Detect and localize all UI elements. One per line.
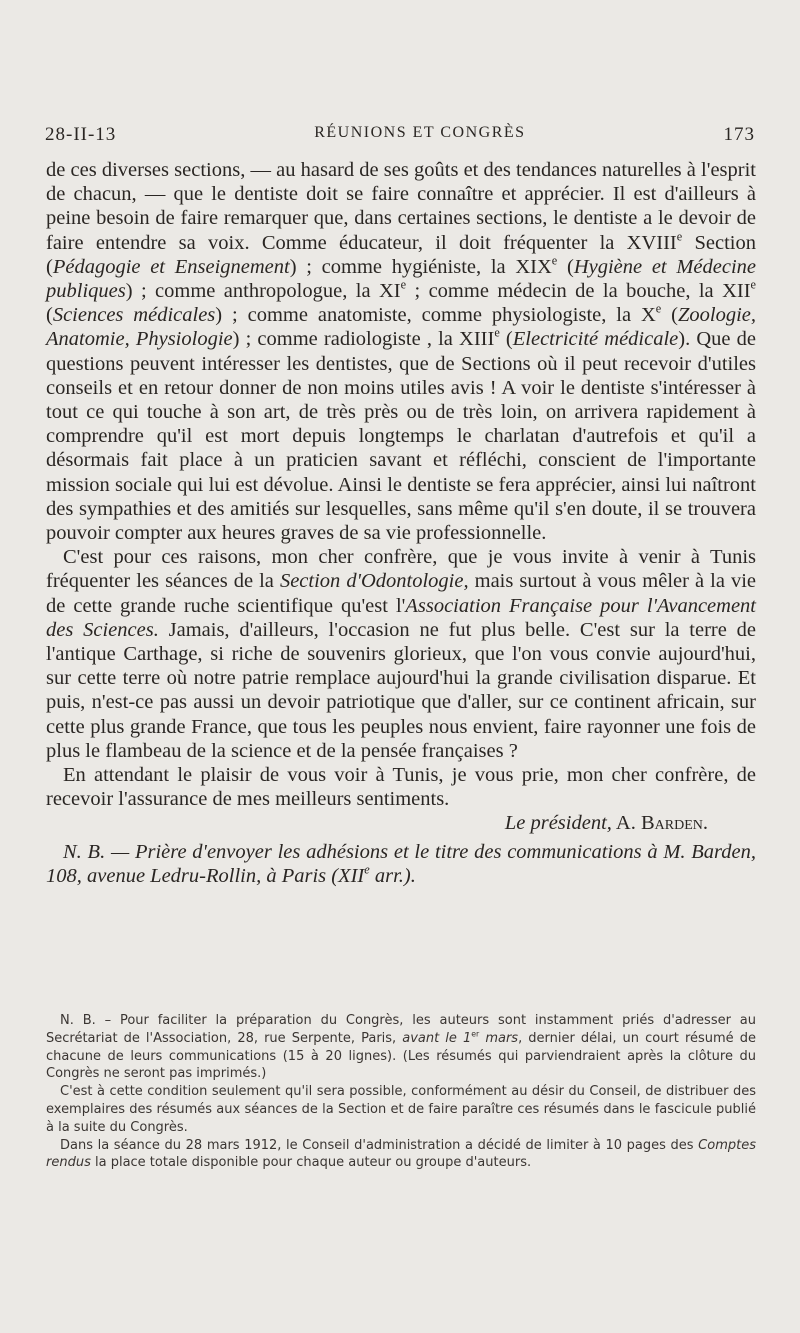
- header-title: RÉUNIONS ET CONGRÈS: [314, 124, 526, 141]
- footnotes: [46, 1012, 756, 1172]
- main-text: [46, 158, 756, 888]
- nota-bene: N. B. — Prière d'envoyer les adhésions et le titre des communications à M. Barden, 108, avenue Ledru-Rollin, à Paris (XIIe arr.).: [46, 840, 756, 887]
- paragraph-closing: En attendant le plaisir de vous voir à Tunis, je vous prie, mon cher confrère, de recevoir l'assurance de mes meilleurs sentiments.: [46, 764, 756, 811]
- header-date: 28-II-13: [45, 124, 117, 145]
- running-header: [45, 124, 755, 146]
- note-distribution: C'est à cette condition seulement qu'il sera possible, conformément au désir du Conseil, de distribuer des exemplaires des résumés aux séances de la Section et de faire paraître ces résumés dans le fascicule publié à la suite du Congrès.: [46, 1084, 756, 1135]
- paragraph-sections: de ces diverses sections, — au hasard de ses goûts et des tendances naturelles à l'esprit de chacun, — que le dentiste doit se faire connaître et apprécier. Il est d'ailleurs à peine besoin de faire remarquer que, dans certaines sections, le dentiste a le devoir de faire entendre sa voix. Comme éducateur, il doit fréquenter la XVIIIe Section (Pédagogie et Enseignement) ; comme hygiéniste, la XIXe (Hygiène et Médecine publiques) ; comme anthropologue, la XIe ; comme médecin de la bouche, la XIIe (Sciences médicales) ; comme anatomiste, comme physiologiste, la Xe (Zoologie, Anatomie, Physiologie) ; comme radiologiste , la XIIIe (Electricité médicale). Que de questions peuvent intéresser les dentistes, que de Sections où il peut recevoir d'utiles conseils et en retour donner de non moins utiles avis ! A voir le dentiste s'intéresser à tout ce qui touche à son art, de très près ou de très loin, on arrivera rapidement à comprendre qu'il est mort depuis longtemps le charlatan d'autrefois et qu'il a désormais fait place à un praticien savant et réfléchi, conscient de l'importante mission sociale qui lui est dévolue. Ainsi le dentiste se fera apprécier, ainsi lui naîtront des sympathies et des amitiés sur lesquelles, sans même qu'il s'en doute, il se trouvera pouvoir compter aux heures graves de sa vie professionnelle.: [46, 159, 757, 545]
- signature: Le président, A. Barden.: [504, 812, 708, 835]
- note-page-limit: Dans la séance du 28 mars 1912, le Conseil d'administration a décidé de limiter à 10 pages des Comptes rendus la place totale disponible pour chaque auteur ou groupe d'auteurs.: [46, 1137, 756, 1171]
- paragraph-invitation: C'est pour ces raisons, mon cher confrère, que je vous invite à venir à Tunis fréquenter les séances de la Section d'Odontologie, mais surtout à vous mêler à la vie de cette grande ruche scientifique qu'est l'Association Française pour l'Avancement des Sciences. Jamais, d'ailleurs, l'occasion ne fut plus belle. C'est sur la terre de l'antique Carthage, si riche de souvenirs glorieux, que l'on vous convie aujourd'hui, sur cette terre où notre patrie remplace aujourd'hui la grande civilisation disparue. Et puis, n'est-ce pas aussi un devoir patriotique que d'aller, sur ce continent africain, sur cette plus grande France, que tous les peuples nous envient, faire rayonner une fois de plus le flambeau de la science et de la pensée françaises ?: [46, 546, 757, 762]
- note-summaries: N. B. – Pour faciliter la préparation du Congrès, les auteurs sont instamment priés d'adresser au Secrétariat de l'Association, 28, rue Serpente, Paris, avant le 1er mars, dernier délai, un court résumé de chacune de leurs communications (15 à 20 lignes). (Les résumés qui parviendraient après la clôture du Congrès ne seront pas imprimés.): [46, 1013, 756, 1082]
- page-number: 173: [723, 124, 755, 145]
